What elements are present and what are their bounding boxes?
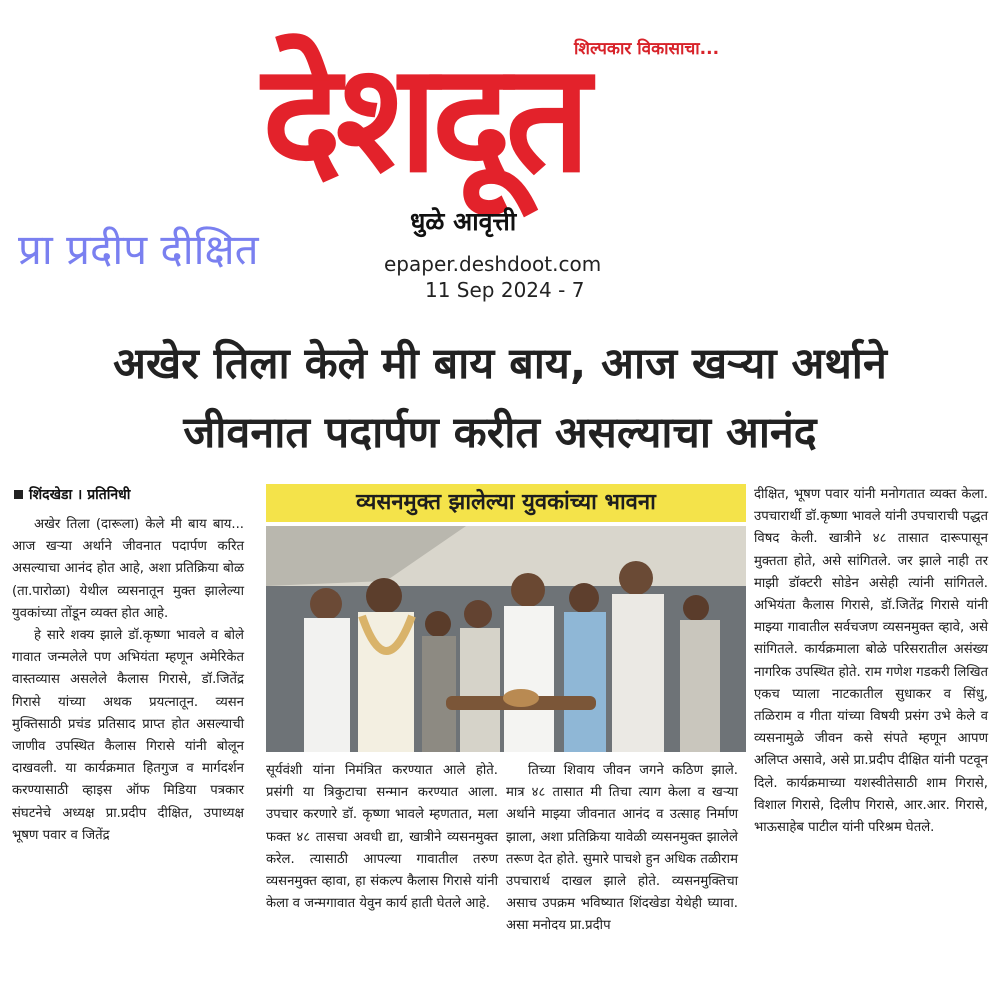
article-column-4 — [754, 484, 988, 839]
dateline-marker-icon — [14, 490, 23, 499]
article-paragraph: हे सारे शक्य झाले डॉ.कृष्णा भावले व बोले गावात जन्मलेले पण अभियंता म्हणून अमेरिकेत वास्तव्यास असलेले कैलास गिरासे, डॉ.जितेंद्र गिरासे यांच्या अथक प्रयत्नातून. व्यसन मुक्तिसाठी प्रचंड प्रतिसाद प्राप्त होत असल्याची जाणीव उपस्थित कैलास गिरासे यांनी बोलून दाखवली. या कार्यक्रमात हितगुज व मार्गदर्शन करण्यासाठी व्हाइस ऑफ मिडिया पत्रकार संघटनेचे अध्यक्ष प्रा.प्रदीप दीक्षित, उपाध्यक्ष भूषण पवार व जितेंद्र — [12, 628, 244, 843]
edition-label: धुळे आवृत्ती — [410, 207, 517, 236]
article-paragraph: तिच्या शिवाय जीवन जगने कठिण झाले. मात्र ४८ तासात मी तिचा त्याग केला व खऱ्या अर्थाने माझ्या जीवनात आनंद व उत्साह निर्माण झाला, अशा प्रतिक्रिया यावेळी व्यसनमुक्त झालेले तरूण देत होते. सुमारे पाचशे हुन अधिक तळीराम उपचारार्थ दाखल झाले होते. व्यसनमुक्तिचा असाच उपक्रम भविष्यात शिंदखेडा येथेही घ्यावा. असा मनोदय प्रा.प्रदीप — [506, 763, 738, 934]
date-page: 11 Sep 2024 - 7 — [425, 278, 585, 302]
photo-title: व्यसनमुक्त झालेल्या युवकांच्या भावना — [356, 490, 656, 515]
article-paragraph: अखेर तिला (दारूला) केले मी बाय बाय... आज खऱ्या अर्थाने जीवनात पदार्पण करित असल्याचा आनंद होत आहे, अशा प्रतिक्रिया बोळ (ता.पारोळा) येथील व्यसनातून मुक्त झालेल्या युवकांच्या तोंडून व्यक्त होत आहे. — [12, 517, 244, 621]
headline-line-1: अखेर तिला केले मी बाय बाय, आज खऱ्या अर्थाने — [113, 339, 887, 389]
article-column-1 — [12, 514, 244, 847]
article-paragraph: सूर्यवंशी यांना निमंत्रित करण्यात आले होते. प्रसंगी या त्रिकुटाचा सन्मान करण्यात आला. उपचार करणारे डॉ. कृष्णा भावले म्हणतात, मला फक्त ४८ तासचा अवधी द्या, खात्रीने व्यसनमुक्त करेल. त्यासाठी आपल्या गावातील तरुण व्यसनमुक्त व्हावा, हा संकल्प कैलास गिरासे यांनी केला व जन्मगावात येवुन कार्य हाती घेतले आहे. — [266, 763, 498, 912]
dateline — [14, 485, 130, 504]
photo-title-banner — [266, 484, 746, 522]
source-url: epaper.deshdoot.com — [384, 252, 602, 276]
news-photo-illustration — [266, 526, 746, 752]
newspaper-logo: देशदूत — [262, 32, 585, 206]
article-column-3 — [506, 760, 738, 938]
article-column-2 — [266, 760, 498, 915]
sender-label: प्रा प्रदीप दीक्षित — [18, 225, 259, 274]
headline-line-2: जीवनात पदार्पण करीत असल्याचा आनंद — [183, 408, 817, 458]
masthead-tagline: शिल्पकार विकासाचा... — [574, 39, 720, 59]
dateline-text: शिंदखेडा । प्रतिनिधी — [29, 487, 131, 503]
article-paragraph: दीक्षित, भूषण पवार यांनी मनोगतात व्यक्त केला. उपचारार्थी डॉ.कृष्णा भावले यांनी उपचाराची पद्धत विषद केली. खात्रीने ४८ तासात दारूपासून मुक्तता होते, असे सांगितले. जर झाले नाही तर माझी डॉक्टरी सोडेन असेही त्यांनी सांगितले. अभियंता कैलास गिरासे, डॉ.जितेंद्र गिरासे यांनी माझ्या गावातील सर्वचजण व्यसनमुक्त व्हावे, असे सांगितले. कार्यक्रमाला बोळे परिसरातील असंख्य नागरिक उपस्थित होते. राम गणेश गडकरी लिखित एकच प्याला नाटकातील सुधाकर व सिंधु, तळिराम व गीता यांच्या विषयी प्रसंग उभे केले व व्यसनामुळे जीवन कसे संपते म्हणून आपण अलिप्त असावे, असे प्रा.प्रदीप दीक्षित यांनी पटवून दिले. कार्यक्रमाच्या यशस्वीतेसाठी शाम गिरासे, विशाल गिरासे, दिलीप गिरासे, आर.आर. गिरासे, भाऊसाहेब पाटील यांनी परिश्रम घेतले. — [754, 487, 988, 836]
news-photo — [266, 526, 746, 752]
